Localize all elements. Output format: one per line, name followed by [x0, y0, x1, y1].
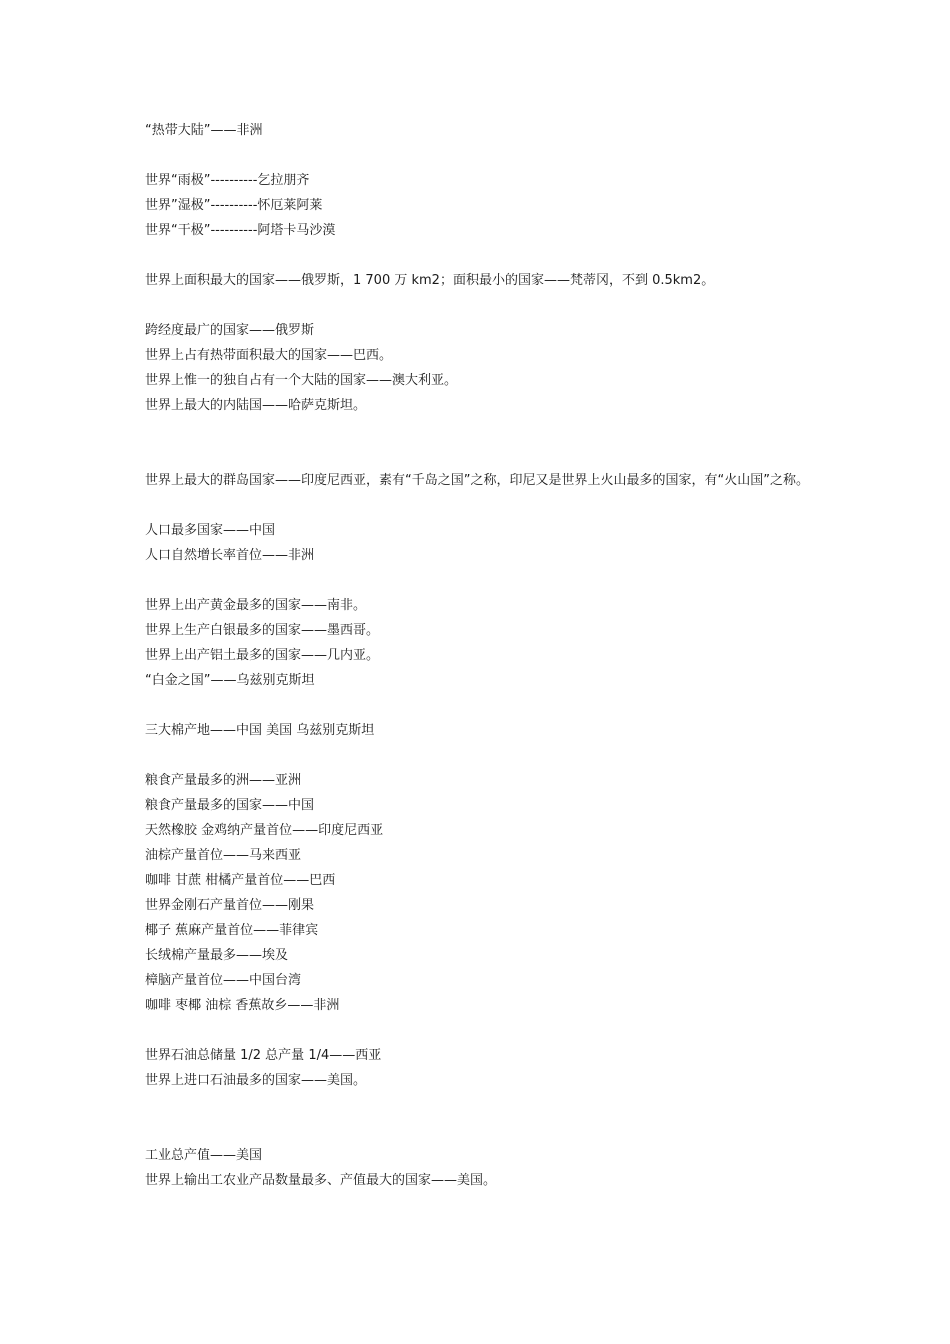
text-line: “白金之国”——乌兹别克斯坦: [145, 673, 315, 688]
text-line: 世界“雨极”----------乞拉朋齐: [145, 173, 310, 188]
text-line: 长绒棉产量最多——埃及: [145, 948, 289, 963]
text-line: 跨经度最广的国家——俄罗斯: [145, 323, 315, 338]
paragraph-gap: [145, 418, 810, 468]
text-line: 世界上出产黄金最多的国家——南非。: [145, 598, 367, 613]
text-paragraph: 世界上最大的群岛国家——印度尼西亚，素有“千岛之国”之称，印尼又是世界上火山最多的国家，有“火山国”之称。: [145, 473, 809, 488]
text-line: 世界上出产铝土最多的国家——几内亚。: [145, 648, 380, 663]
paragraph-gap: [145, 568, 810, 593]
text-line: 咖啡 甘蔗 柑橘产量首位——巴西: [145, 873, 336, 888]
text-line: 世界上最大的内陆国——哈萨克斯坦。: [145, 398, 367, 413]
text-line: 世界上生产白银最多的国家——墨西哥。: [145, 623, 380, 638]
text-line: 世界上进口石油最多的国家——美国。: [145, 1073, 367, 1088]
text-line: 世界上惟一的独自占有一个大陆的国家——澳大利亚。: [145, 373, 458, 388]
text-line: 世界石油总储量 1/2 总产量 1/4——西亚: [145, 1048, 382, 1063]
text-line: 世界“干极”----------阿塔卡马沙漠: [145, 223, 336, 238]
text-line: 椰子 蕉麻产量首位——菲律宾: [145, 923, 319, 938]
text-line: 人口自然增长率首位——非洲: [145, 548, 315, 563]
text-line: 天然橡胶 金鸡纳产量首位——印度尼西亚: [145, 823, 384, 838]
text-line: 粮食产量最多的洲——亚洲: [145, 773, 302, 788]
text-line: 世界金刚石产量首位——刚果: [145, 898, 315, 913]
document-body: [145, 118, 810, 1193]
text-line: 世界上面积最大的国家——俄罗斯，1 700 万 km2；面积最小的国家——梵蒂冈，不到 0.5km2。: [145, 273, 715, 288]
paragraph-gap: [145, 243, 810, 268]
text-line: 世界上占有热带面积最大的国家——巴西。: [145, 348, 393, 363]
paragraph-gap: [145, 743, 810, 768]
paragraph-gap: [145, 1093, 810, 1143]
paragraph-gap: [145, 493, 810, 518]
paragraph-gap: [145, 143, 810, 168]
text-line: 工业总产值——美国: [145, 1148, 263, 1163]
text-line: 油棕产量首位——马来西亚: [145, 848, 302, 863]
paragraph-gap: [145, 293, 810, 318]
text-line: 咖啡 枣椰 油棕 香蕉故乡——非洲: [145, 998, 340, 1013]
text-line: 樟脑产量首位——中国台湾: [145, 973, 302, 988]
text-line: 世界上输出工农业产品数量最多、产值最大的国家——美国。: [145, 1173, 497, 1188]
text-line: 粮食产量最多的国家——中国: [145, 798, 315, 813]
text-line: 世界”湿极”----------怀厄莱阿莱: [145, 198, 323, 213]
text-line: 三大棉产地——中国 美国 乌兹别克斯坦: [145, 723, 375, 738]
text-line: “热带大陆”——非洲: [145, 123, 263, 138]
paragraph-gap: [145, 1018, 810, 1043]
text-line: 人口最多国家——中国: [145, 523, 276, 538]
paragraph-gap: [145, 693, 810, 718]
